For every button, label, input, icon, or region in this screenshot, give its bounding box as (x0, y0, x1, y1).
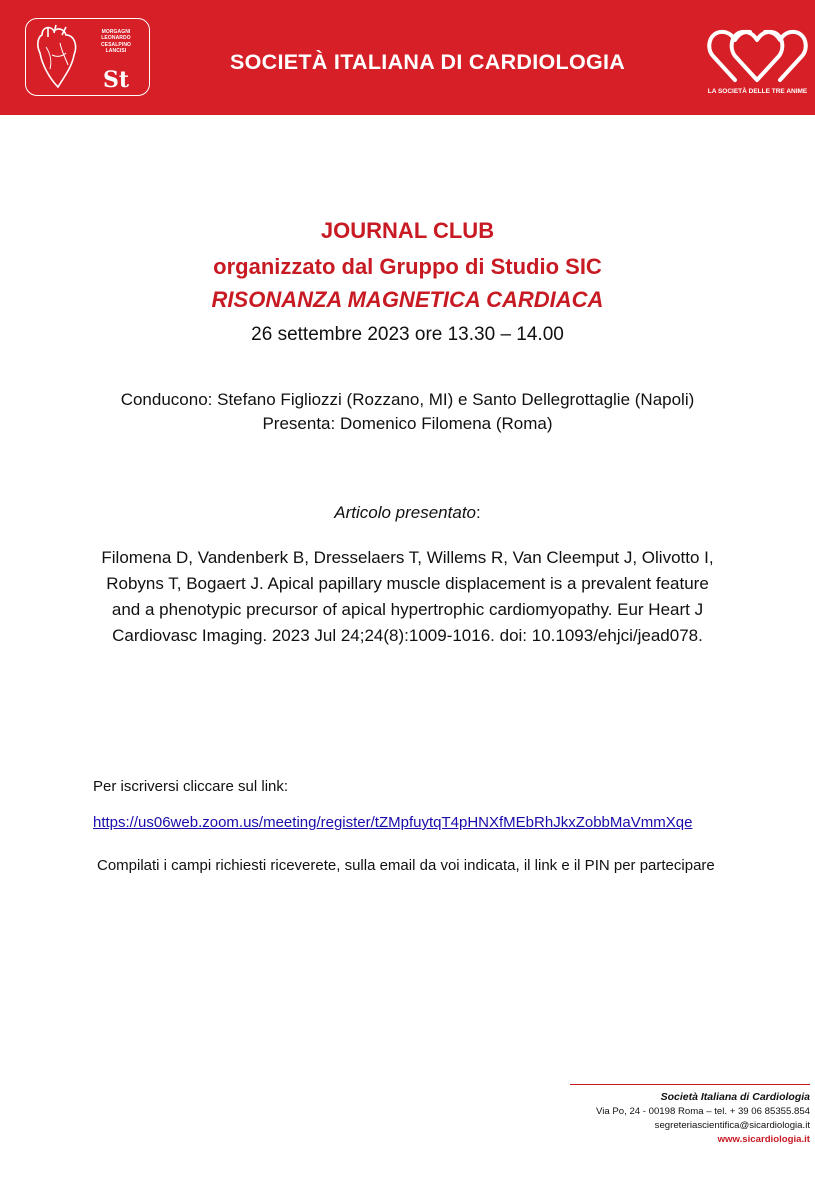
society-title: SOCIETÀ ITALIANA DI CARDIOLOGIA (230, 50, 626, 74)
logo-motto: LA SOCIETÀ DELLE TRE ANIME (707, 88, 808, 95)
footer-org: Società Italiana di Cardiologia (660, 1091, 810, 1103)
emblem-name: LEONARDO (101, 35, 131, 42)
footer-divider (570, 1084, 810, 1085)
emblem-name: LANCISI (105, 48, 127, 55)
article-citation: Filomena D, Vandenberk B, Dresselaers T, Willems R, Van Cleemput J, Olivotto I, Robyns T, Bogaert J. Apical papillary muscle displacement is a prevalent feature and a phenotypic precursor of apical hypertrophic cardiomyopathy. Eur Heart J Cardiovasc Imaging. 2023 Jul 24;24(8):1009-1016. doi: 10.1093/ehjci/jead078. (101, 548, 714, 645)
event-title: JOURNAL CLUB (320, 218, 495, 243)
emblem-names (88, 29, 144, 55)
event-organizer: organizzato dal Gruppo di Studio SIC (213, 254, 602, 279)
registration-note: Compilati i campi richiesti riceverete, sulla email da voi indicata, il link e il PIN per partecipare (97, 857, 715, 874)
event-date: 26 settembre 2023 ore 13.30 – 14.00 (251, 324, 564, 345)
footer-email[interactable]: segreteriascientifica@sicardiologia.it (654, 1120, 810, 1131)
anatomical-heart-icon (32, 23, 80, 93)
st-monogram: St (102, 67, 130, 93)
presenta-line: Presenta: Domenico Filomena (Roma) (262, 414, 553, 433)
header-banner (0, 0, 815, 115)
three-hearts-logo (700, 22, 815, 102)
article-label-text: Articolo presentato (334, 503, 476, 522)
sic-emblem-logo (25, 18, 150, 96)
registration-label: Per iscriversi cliccare sul link: (93, 778, 289, 795)
emblem-name: MORGAGNI (101, 29, 131, 35)
registration-link[interactable]: https://us06web.zoom.us/meeting/register/tZMpfuytqT4pHNXfMEbRhJkxZobbMaVmmXqe (93, 814, 693, 831)
emblem-name: CESALPINO (100, 41, 132, 48)
event-topic: RISONANZA MAGNETICA CARDIACA (211, 287, 604, 312)
article-label (0, 503, 815, 523)
conducono-line: Conducono: Stefano Figliozzi (Rozzano, MI) e Santo Dellegrottaglie (Napoli) (120, 390, 695, 409)
three-hearts-icon (705, 24, 810, 86)
article-label-colon: : (476, 503, 481, 522)
footer-website[interactable]: www.sicardiologia.it (717, 1134, 810, 1145)
footer-address: Via Po, 24 - 00198 Roma – tel. + 39 06 85355.854 (596, 1106, 810, 1117)
